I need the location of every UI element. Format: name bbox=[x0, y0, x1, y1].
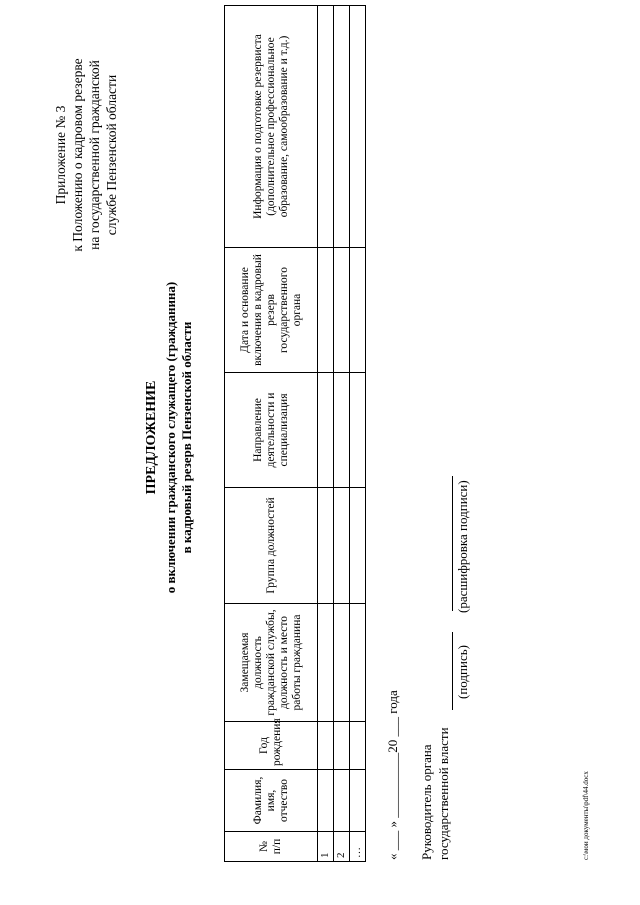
table-cell bbox=[318, 6, 334, 248]
header-position: Замещаемая должность гражданской службы, должность и место работы гражданина bbox=[225, 604, 318, 722]
signature-decode-label: (расшифровка подписи) bbox=[455, 480, 470, 613]
reserve-table bbox=[224, 5, 366, 862]
table-cell bbox=[350, 488, 366, 604]
header-training-info: Информация о подготовке резервиста (дополнительное профессиональное образование, самообразование и т.д.) bbox=[225, 6, 318, 248]
table-cell bbox=[334, 373, 350, 488]
signature-line bbox=[452, 632, 453, 710]
table-cell bbox=[334, 604, 350, 722]
table-cell bbox=[350, 373, 366, 488]
signatory-line: государственной власти bbox=[436, 727, 451, 860]
annex-line: службе Пензенской области bbox=[104, 74, 119, 236]
signature-label: (подпись) bbox=[455, 645, 470, 699]
date-line: « ___ » __________20 ___ года bbox=[385, 690, 400, 860]
table-cell bbox=[350, 770, 366, 832]
table-cell bbox=[318, 722, 334, 770]
table-cell bbox=[334, 722, 350, 770]
document-title bbox=[144, 30, 195, 845]
header-number: № п/п bbox=[225, 832, 318, 862]
table-header-row bbox=[225, 6, 318, 862]
table-row bbox=[318, 6, 334, 862]
header-full-name: Фамилия, имя, отчество bbox=[225, 770, 318, 832]
title-main: ПРЕДЛОЖЕНИЕ bbox=[144, 380, 159, 495]
row-number: … bbox=[350, 832, 366, 862]
table-cell bbox=[350, 722, 366, 770]
annex-number: Приложение № 3 bbox=[53, 105, 68, 205]
header-inclusion-date: Дата и основание включения в кадровый резерв государственного органа bbox=[225, 248, 318, 373]
table-cell bbox=[334, 6, 350, 248]
header-birth-year: Год рождения bbox=[225, 722, 318, 770]
table-cell bbox=[318, 604, 334, 722]
title-line: о включении гражданского служащего (гражданина) bbox=[163, 281, 178, 594]
row-number: 1 bbox=[318, 832, 334, 862]
table-cell bbox=[318, 770, 334, 832]
annex-line: на государственной гражданской bbox=[87, 60, 102, 250]
annex-line: к Положению о кадровом резерве bbox=[70, 58, 85, 252]
header-specialization: Направление деятельности и специализация bbox=[225, 373, 318, 488]
row-number: 2 bbox=[334, 832, 350, 862]
signatory-title bbox=[418, 727, 452, 860]
table-cell bbox=[318, 248, 334, 373]
annex-reference bbox=[52, 5, 120, 305]
table-cell bbox=[334, 488, 350, 604]
table-row bbox=[334, 6, 350, 862]
table-cell bbox=[318, 488, 334, 604]
header-position-group: Группа должностей bbox=[225, 488, 318, 604]
signatory-line: Руководитель органа bbox=[419, 744, 434, 860]
file-path: c:\мои документы\pdf\44.docx bbox=[582, 771, 590, 860]
table-cell bbox=[350, 6, 366, 248]
table-cell bbox=[318, 373, 334, 488]
table-row bbox=[350, 6, 366, 862]
table-cell bbox=[334, 248, 350, 373]
table-cell bbox=[350, 604, 366, 722]
table-cell bbox=[334, 770, 350, 832]
signature-decode-line bbox=[452, 476, 453, 611]
table-cell bbox=[350, 248, 366, 373]
title-line: в кадровый резерв Пензенской области bbox=[179, 321, 194, 554]
